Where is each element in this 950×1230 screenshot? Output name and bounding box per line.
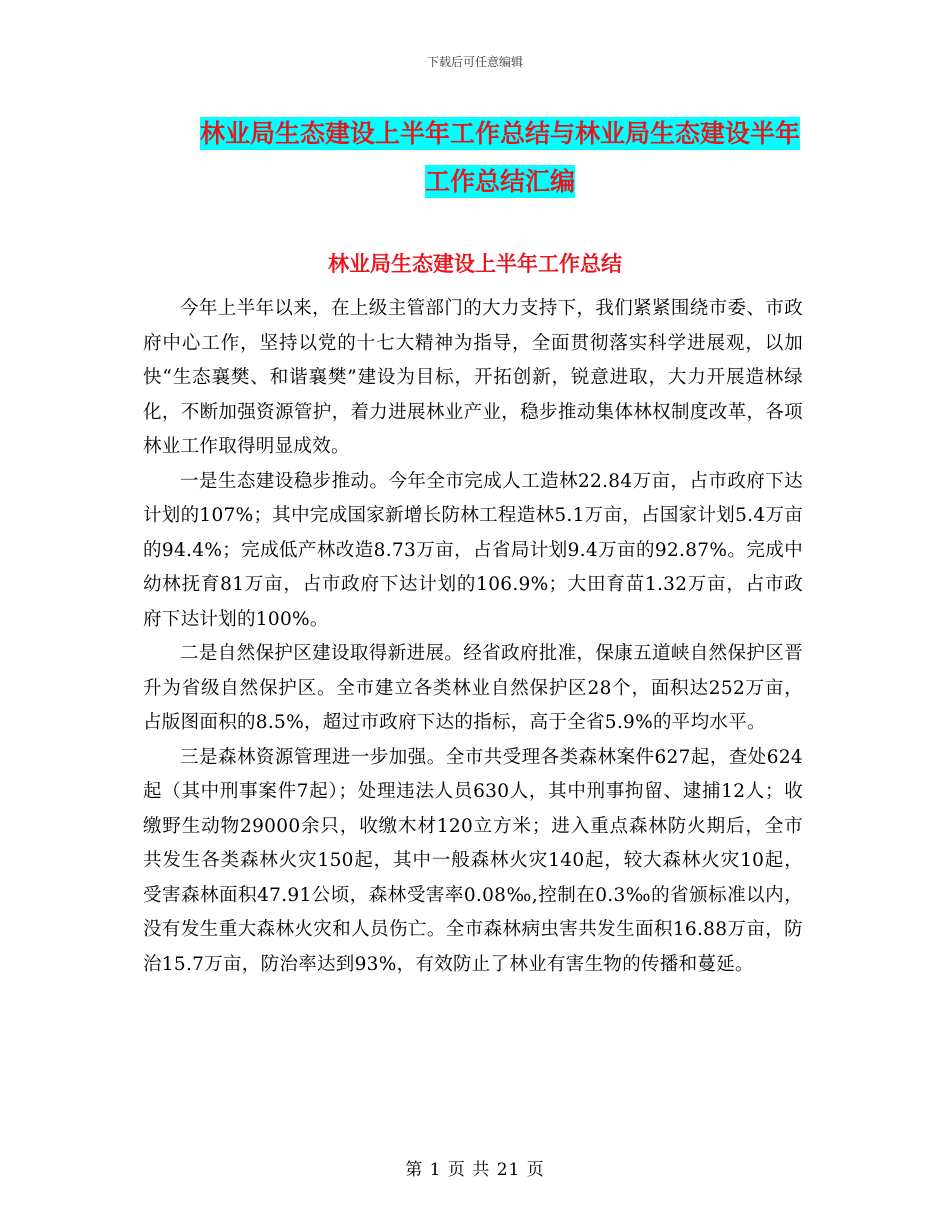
document-body xyxy=(143,292,803,982)
section-title: 林业局生态建设上半年工作总结 xyxy=(328,252,622,276)
header-note: 下载后可任意编辑 xyxy=(426,55,523,69)
paragraph-reserve: 二是自然保护区建设取得新进展。经省政府批准，保康五道峡自然保护区晋升为省级自然保护区。全市建立各类林业自然保护区28个，面积达252万亩，占版图面积的8.5%，超过市政府下达的指标，高于全省5.9%的平均水平。 xyxy=(143,643,803,733)
paragraph-intro: 今年上半年以来，在上级主管部门的大力支持下，我们紧紧围绕市委、市政府中心工作，坚持以党的十七大精神为指导，全面贯彻落实科学进展观，以加快“生态襄樊、和谐襄樊”建设为目标，开拓创新，锐意进取，大力开展造林绿化，不断加强资源管护，着力进展林业产业，稳步推动集体林权制度改革，各项林业工作取得明显成效。 xyxy=(143,298,803,457)
document-title-text: 林业局生态建设上半年工作总结与林业局生态建设半年工作总结汇编 xyxy=(199,119,800,196)
paragraph-resource: 三是森林资源管理进一步加强。全市共受理各类森林案件627起，查处624起（其中刑事案件7起）；处理违法人员630人，其中刑事拘留、逮捕12人；收缴野生动物29000余只，收缴木材120立方米；进入重点森林防火期后，全市共发生各类森林火灾150起，其中一般森林火灾140起，较大森林火灾10起，受害森林面积47.91公顷，森林受害率0.08‰,控制在0.3‰的省颁标准以内，没有发生重大森林火灾和人员伤亡。全市森林病虫害共发生面积16.88万亩，防治15.7万亩，防治率达到93%，有效防止了林业有害生物的传播和蔓延。 xyxy=(143,746,803,975)
page-number-footer: 第 1 页 共 21 页 xyxy=(405,1160,545,1180)
document-title xyxy=(190,110,810,206)
paragraph-ecology: 一是生态建设稳步推动。今年全市完成人工造林22.84万亩，占市政府下达计划的107%；其中完成国家新增长防林工程造林5.1万亩，占国家计划5.4万亩的94.4%；完成低产林改造8.73万亩，占省局计划9.4万亩的92.87%。完成中幼林抚育81万亩，占市政府下达计划的106.9%；大田育苗1.32万亩，占市政府下达计划的100%。 xyxy=(143,470,803,630)
